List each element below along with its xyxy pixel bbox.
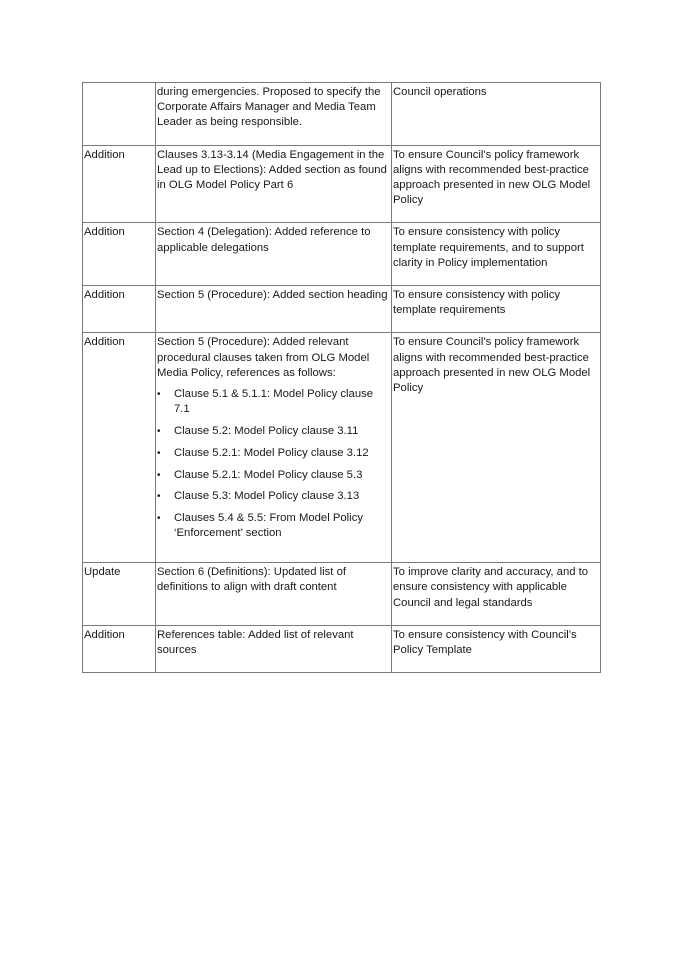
change-description: Section 4 (Delegation): Added reference to applicable delegations bbox=[157, 226, 371, 254]
change-type-cell bbox=[83, 563, 156, 626]
change-type: Addition bbox=[84, 289, 125, 302]
change-reason: To ensure Council's policy framework aligns with recommended best-practice approach presented in new OLG Model Policy bbox=[393, 336, 591, 395]
list-item bbox=[157, 511, 389, 541]
clause-reference: Clauses 5.4 & 5.5: From Model Policy ‘Enforcement’ section bbox=[174, 512, 363, 540]
clause-reference-list bbox=[157, 387, 389, 542]
change-description: Section 5 (Procedure): Added relevant procedural clauses taken from OLG Model Media Policy, references as follows: bbox=[157, 336, 370, 379]
clause-reference: Clause 5.3: Model Policy clause 3.13 bbox=[174, 490, 360, 503]
list-item bbox=[157, 446, 389, 461]
change-reason: To ensure consistency with policy template requirements bbox=[393, 289, 561, 317]
table-row bbox=[83, 286, 601, 333]
bullet-icon: • bbox=[157, 469, 161, 481]
change-description: References table: Added list of relevant sources bbox=[157, 628, 354, 657]
clause-reference: Clause 5.1 & 5.1.1: Model Policy clause 7.1 bbox=[174, 388, 374, 416]
change-description: Section 5 (Procedure): Added section heading bbox=[157, 289, 388, 302]
table-row bbox=[83, 333, 601, 563]
change-description: Clauses 3.13-3.14 (Media Engagement in the Lead up to Elections): Added section as found in OLG Model Policy Part 6 bbox=[157, 148, 387, 192]
change-type-cell bbox=[83, 333, 156, 563]
change-type-cell bbox=[83, 83, 156, 146]
change-reason: To improve clarity and accuracy, and to ensure consistency with applicable Council and legal standards bbox=[393, 566, 589, 609]
change-type: Addition bbox=[84, 628, 125, 641]
change-description-cell bbox=[156, 563, 392, 626]
change-description-cell bbox=[156, 286, 392, 333]
bullet-icon: • bbox=[157, 426, 161, 438]
change-description-cell bbox=[156, 223, 392, 286]
clause-reference: Clause 5.2.1: Model Policy clause 5.3 bbox=[174, 468, 363, 481]
change-type-cell bbox=[83, 286, 156, 333]
list-item bbox=[157, 387, 389, 417]
list-item bbox=[157, 424, 389, 439]
list-item bbox=[157, 489, 389, 504]
policy-changes-table bbox=[82, 82, 601, 673]
change-reason-cell bbox=[392, 625, 601, 672]
change-description-cell bbox=[156, 333, 392, 563]
change-type: Addition bbox=[84, 148, 125, 161]
bullet-icon: • bbox=[157, 447, 161, 459]
change-reason-cell bbox=[392, 286, 601, 333]
change-type-cell bbox=[83, 223, 156, 286]
change-reason-cell bbox=[392, 223, 601, 286]
change-type-cell bbox=[83, 625, 156, 672]
change-description: during emergencies. Proposed to specify the Corporate Affairs Manager and Media Team Leader as being responsible. bbox=[157, 86, 381, 129]
change-reason: To ensure consistency with policy template requirements, and to support clarity in Policy implementation bbox=[393, 226, 584, 269]
change-description: Section 6 (Definitions): Updated list of definitions to align with draft content bbox=[157, 566, 347, 594]
list-item bbox=[157, 468, 389, 483]
bullet-icon: • bbox=[157, 513, 161, 525]
change-reason: Council operations bbox=[393, 86, 487, 98]
table-row bbox=[83, 563, 601, 626]
change-reason: To ensure consistency with Council's Policy Template bbox=[393, 628, 577, 657]
change-type-cell bbox=[83, 145, 156, 223]
table-row bbox=[83, 145, 601, 223]
bullet-icon: • bbox=[157, 491, 161, 503]
change-description-cell bbox=[156, 145, 392, 223]
change-reason-cell bbox=[392, 563, 601, 626]
change-description-cell bbox=[156, 83, 392, 146]
change-reason-cell bbox=[392, 145, 601, 223]
change-type: Addition bbox=[84, 226, 125, 239]
table-row bbox=[83, 83, 601, 146]
change-reason: To ensure Council's policy framework aligns with recommended best-practice approach presented in new OLG Model Policy bbox=[393, 148, 591, 207]
change-type: Addition bbox=[84, 336, 125, 349]
change-reason-cell bbox=[392, 83, 601, 146]
change-reason-cell bbox=[392, 333, 601, 563]
change-type: Update bbox=[84, 566, 121, 579]
table-row bbox=[83, 223, 601, 286]
change-description-cell bbox=[156, 625, 392, 672]
clause-reference: Clause 5.2: Model Policy clause 3.11 bbox=[174, 425, 359, 438]
clause-reference: Clause 5.2.1: Model Policy clause 3.12 bbox=[174, 446, 369, 459]
bullet-icon: • bbox=[157, 389, 161, 401]
table-row bbox=[83, 625, 601, 672]
